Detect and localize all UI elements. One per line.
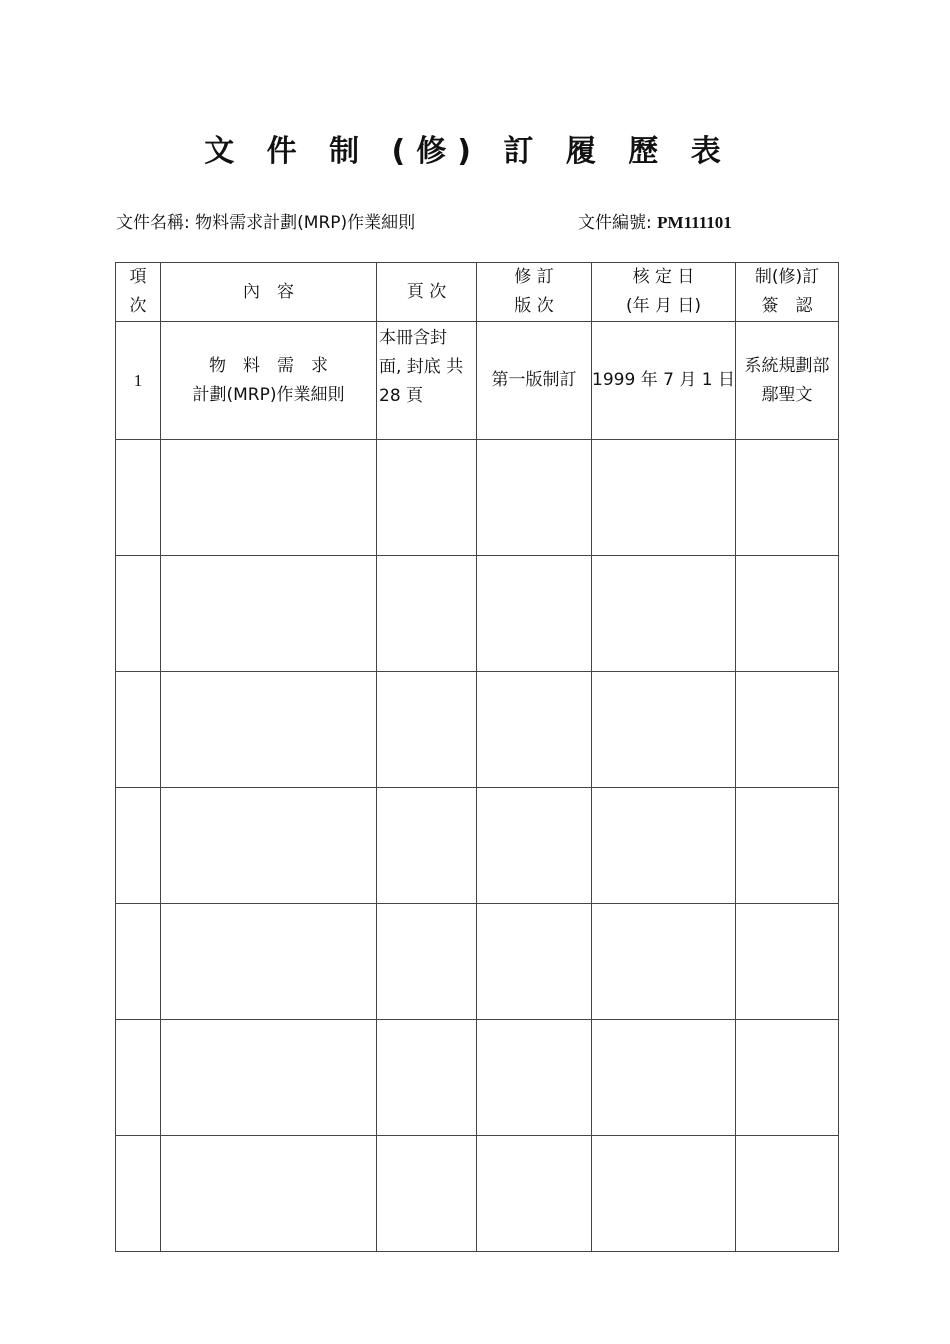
table-row [116,788,839,904]
table-cell [592,1136,736,1252]
row-pages: 本冊含封 面, 封底 共 28 頁 [377,322,477,440]
table-cell [736,904,839,1020]
table-row [116,1136,839,1252]
header-item: 項 次 [116,263,161,322]
row-signature: 系統規劃部 鄢聖文 [736,322,839,440]
table-cell [161,672,377,788]
table-cell [116,788,161,904]
table-row [116,1020,839,1136]
table-cell [736,1020,839,1136]
row-content: 物 料 需 求 計劃(MRP)作業細則 [161,322,377,440]
table-cell [377,1020,477,1136]
table-cell [116,1136,161,1252]
table-header-row [116,263,839,322]
table-cell [592,788,736,904]
table-cell [477,440,592,556]
table-cell [116,1020,161,1136]
row-approval-date: 1999 年 7 月 1 日 [592,322,736,440]
table-cell [377,556,477,672]
table-cell [116,556,161,672]
table-cell [377,672,477,788]
table-row [116,672,839,788]
table-row [116,556,839,672]
table-cell [736,1136,839,1252]
table-cell [161,788,377,904]
document-number-label: 文件編號: [578,213,652,233]
table-row [116,904,839,1020]
empty-rows [116,440,839,1252]
table-cell [116,904,161,1020]
table-cell [161,556,377,672]
table-cell [592,1020,736,1136]
table-cell [161,1020,377,1136]
table-cell [161,1136,377,1252]
table-row [116,440,839,556]
table-cell [736,672,839,788]
document-number [578,208,732,233]
table-cell [477,556,592,672]
header-signature: 制(修)訂 簽 認 [736,263,839,322]
header-approval-date: 核 定 日 (年 月 日) [592,263,736,322]
table-cell [377,788,477,904]
table-cell [477,904,592,1020]
table-row [116,322,839,440]
document-name-label: 文件名稱: [116,213,190,233]
table-cell [377,1136,477,1252]
table-cell [592,672,736,788]
document-name-value: 物料需求計劃(MRP)作業細則 [195,213,416,233]
document-name [116,208,415,233]
table-cell [477,788,592,904]
header-pages: 頁 次 [377,263,477,322]
table-cell [736,440,839,556]
table-cell [477,1020,592,1136]
table-cell [161,440,377,556]
table-cell [736,788,839,904]
header-content: 內 容 [161,263,377,322]
table-cell [116,672,161,788]
table-cell [736,556,839,672]
table-cell [161,904,377,1020]
table-cell [377,440,477,556]
table-cell [477,1136,592,1252]
row-item: 1 [116,322,161,440]
table-cell [477,672,592,788]
table-cell [592,440,736,556]
table-cell [592,556,736,672]
row-version: 第一版制訂 [477,322,592,440]
revision-history-table [115,262,839,1252]
page-title: 文 件 制 (修) 訂 履 歷 表 [204,134,732,169]
header-version: 修 訂 版 次 [477,263,592,322]
table-cell [377,904,477,1020]
table-cell [592,904,736,1020]
document-number-value: PM111101 [657,213,732,232]
table-cell [116,440,161,556]
